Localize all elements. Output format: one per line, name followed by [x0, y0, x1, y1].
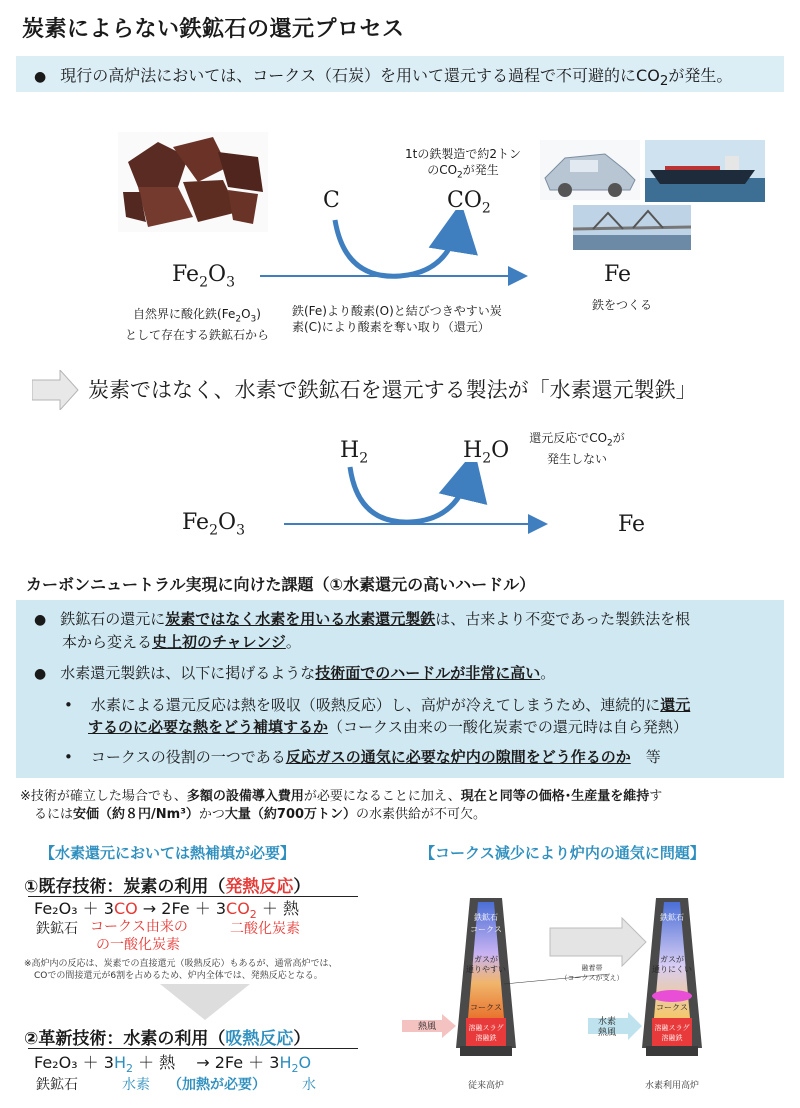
eq1-co2-label: 二酸化炭素: [230, 921, 300, 937]
svg-text:鉄鉱石: 鉄鉱石: [660, 913, 684, 922]
eq2-ore-label: 鉄鉱石: [36, 1077, 78, 1093]
svg-text:熱風: 熱風: [598, 1028, 617, 1038]
hydrogen-statement: 炭素ではなく、水素で鉄鉱石を還元する製法が「水素還元製鉄」: [88, 378, 697, 402]
right-arrow-icon: [32, 370, 80, 410]
svg-text:コークス: コークス: [470, 1003, 502, 1012]
svg-text:従来高炉: 従来高炉: [467, 1081, 505, 1091]
svg-text:溶融スラグ: 溶融スラグ: [468, 1024, 504, 1032]
cost-note: ※技術が確立した場合でも、多額の設備導入費用が必要になることに加え、現在と同等の価格･生産量を維持す るには安価（約８円/Nm³）かつ大量（約700万トン）の水素供給が不可欠。: [20, 789, 663, 822]
reaction-arrow-1: [220, 210, 540, 290]
furnace-diagram: [400, 868, 792, 1104]
svg-text:ガスが: ガスが: [474, 955, 498, 964]
start-fe2o3: $Fe_2O_3$: [172, 262, 235, 291]
svg-text:通りにくい: 通りにくい: [652, 965, 692, 974]
eq2-h2-label: 水素: [122, 1077, 150, 1093]
challenge-box: [16, 600, 784, 778]
heat-header: 【水素還元においては熱補填が必要】: [40, 844, 296, 862]
product-co2: $CO_2$: [447, 188, 491, 217]
equation-1: $Fe_2O_3 + 3CO \to 2Fe + 3CO_2$ ＋ 熱: [34, 899, 299, 922]
ship-image: [645, 140, 765, 202]
bullet-icon: ●: [34, 69, 47, 85]
svg-text:（コークスが支え）: （コークスが支え）: [560, 974, 624, 982]
challenge-p2: ● 水素還元製鉄は、以下に掲げるような技術面でのハードルが非常に高い。: [34, 664, 556, 682]
svg-text:溶融鉄: 溶融鉄: [475, 1034, 497, 1042]
bridge-image: [573, 205, 691, 250]
challenge-p1: ● 鉄鉱石の還元に炭素ではなく水素を用いる水素還元製鉄は、古来より不変であった製鉄法を根 本から変える史上初のチャレンジ。: [34, 610, 691, 651]
eq1-coke-label: コークス由来の の一酸化炭素: [90, 919, 188, 953]
down-arrow-icon: [160, 984, 250, 1020]
svg-text:ガスが: ガスが: [660, 955, 684, 964]
equation-2: $Fe_2O_3 + 3H_2$ ＋ 熱 → $2Fe + 3H_2O$: [34, 1053, 312, 1076]
product-h2o: $H_2O$: [463, 438, 510, 467]
start-fe2o3-2: $Fe_2O_3$: [182, 510, 245, 539]
challenge-p4: • コークスの役割の一つである反応ガスの通気に必要な炉内の隙間をどう作るのか 等: [64, 748, 661, 766]
eq2-heat-label: （加熱が必要）: [168, 1077, 266, 1093]
challenge-p3: • 水素による還元反応は熱を吸収（吸熱反応）し、高炉が冷えてしまうため、連続的に還元 するのに必要な熱をどう補填するか（コークス由来の一酸化炭素での還元時は自ら発熱）: [64, 696, 691, 736]
svg-text:水素利用高炉: 水素利用高炉: [644, 1081, 700, 1091]
end-note: 鉄をつくる: [592, 298, 653, 312]
page-title: 炭素によらない鉄鉱石の還元プロセス: [22, 17, 405, 42]
eq1-ore-label: 鉄鉱石: [36, 921, 78, 937]
car-parts-image: [540, 140, 640, 200]
intro-banner: ● 現行の高炉法においては、コークス（石炭）を用いて還元する過程で不可避的に$CO_2$が発生。: [16, 56, 784, 92]
eq1-footnote: ※高炉内の反応は、炭素での直接還元（吸熱反応）もあるが、通常高炉では、 COでの間接還元が6割を占めるため、炉内全体では、発熱反応となる。: [24, 959, 338, 981]
left-ore-label: 鉄鉱石: [474, 913, 498, 922]
no-co2-note: 還元反応で$CO_2$が 発生しない: [529, 431, 625, 467]
svg-text:水素: 水素: [598, 1017, 617, 1027]
new-tech-title: ②革新技術：水素の利用（吸熱反応）: [24, 1029, 311, 1049]
svg-text:熱風: 熱風: [418, 1022, 437, 1032]
svg-text:通りやすい: 通りやすい: [466, 965, 506, 974]
divider-2: [28, 1048, 358, 1049]
existing-tech-title: ①既存技術：炭素の利用（発熱反応）: [24, 877, 311, 897]
eq2-water-label: 水: [302, 1077, 316, 1093]
end-fe-2: Fe: [618, 512, 646, 537]
svg-text:融着帯: 融着帯: [581, 964, 603, 972]
svg-text:溶融スラグ: 溶融スラグ: [654, 1024, 690, 1032]
section-title: カーボンニュートラル実現に向けた課題（①水素還元の高いハードル）: [26, 575, 536, 594]
svg-text:溶融鉄: 溶融鉄: [661, 1034, 683, 1042]
svg-text:コークス: コークス: [656, 1003, 688, 1012]
reactant-carbon: C: [323, 188, 340, 213]
emission-note: 1tの鉄製造で約2トン の$CO_2$が発生: [405, 147, 521, 181]
svg-text:コークス: コークス: [470, 925, 502, 934]
ore-note: 自然界に酸化鉄$(Fe_2O_3)$ として存在する鉄鉱石から: [124, 307, 269, 343]
reduce-note: 鉄(Fe)より酸素(O)と結びつきやすい炭 素(C)により酸素を奪い取り（還元）: [292, 304, 502, 334]
ventilation-header: 【コークス減少により炉内の通気に問題】: [420, 844, 705, 862]
reaction-arrow-2: [250, 462, 570, 534]
reactant-h2: $H_2$: [340, 438, 369, 467]
end-fe: Fe: [604, 262, 632, 287]
